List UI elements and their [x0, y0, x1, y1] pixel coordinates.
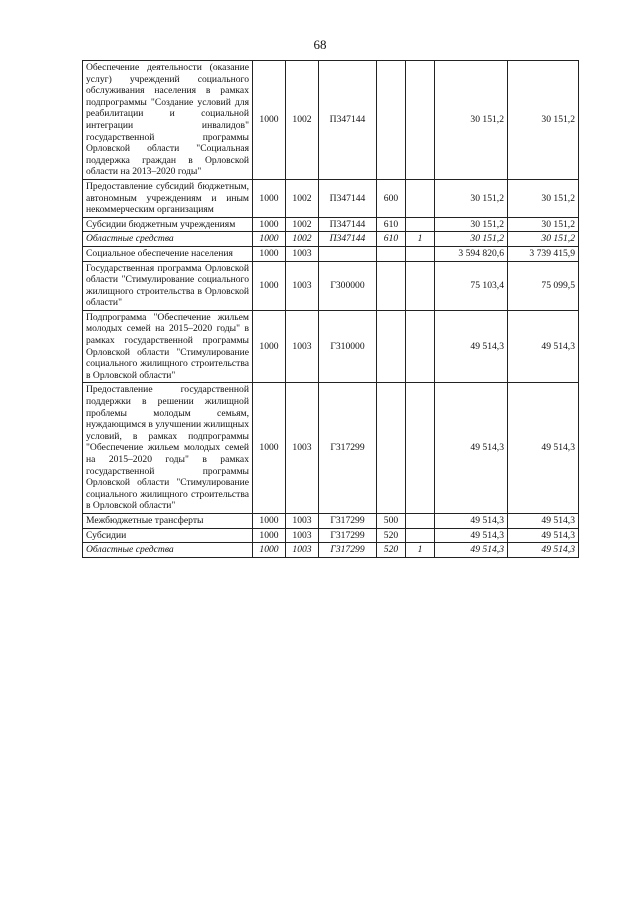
amount-year1-cell: 3 594 820,6: [435, 246, 508, 261]
row-name-cell: Областные средства: [83, 232, 253, 247]
section-code-cell: 1000: [253, 61, 286, 180]
expense-type-cell: 520: [377, 528, 406, 543]
expense-type-cell: 610: [377, 217, 406, 232]
target-article-cell: Г317299: [319, 528, 377, 543]
budget-table: [82, 60, 579, 558]
row-name-cell: Подпрограмма "Обеспечение жильем молодых семей на 2015–2020 годы" в рамках государственной программы Орловской области "Стимулирование социального жилищного строительства в Орловской области": [83, 310, 253, 383]
amount-year1-cell: 49 514,3: [435, 383, 508, 514]
fund-source-cell: [406, 383, 435, 514]
amount-year2-cell: 75 099,5: [508, 261, 579, 310]
amount-year1-cell: 75 103,4: [435, 261, 508, 310]
table-row: [83, 179, 579, 217]
row-name-cell: Областные средства: [83, 543, 253, 558]
table-row: [83, 61, 579, 180]
target-article-cell: Г317299: [319, 383, 377, 514]
table-row: [83, 310, 579, 383]
subsection-code-cell: 1003: [286, 310, 319, 383]
amount-year2-cell: 49 514,3: [508, 513, 579, 528]
expense-type-cell: [377, 61, 406, 180]
row-name-cell: Субсидии: [83, 528, 253, 543]
section-code-cell: 1000: [253, 543, 286, 558]
amount-year2-cell: 49 514,3: [508, 543, 579, 558]
amount-year1-cell: 30 151,2: [435, 61, 508, 180]
amount-year1-cell: 30 151,2: [435, 179, 508, 217]
table-row: [83, 383, 579, 514]
row-name-cell: Предоставление государственной поддержки в решении жилищной проблемы молодым семьям, нуждающимся в улучшении жилищных условий, в рамках подпрограммы "Обеспечение жильем молодых семей на 2015–2020 годы" в рамках государственной программы Орловской области "Стимулирование социального жилищного строительства в Орловской области": [83, 383, 253, 514]
amount-year2-cell: 30 151,2: [508, 179, 579, 217]
fund-source-cell: [406, 261, 435, 310]
expense-type-cell: [377, 246, 406, 261]
amount-year2-cell: 30 151,2: [508, 61, 579, 180]
section-code-cell: 1000: [253, 232, 286, 247]
subsection-code-cell: 1002: [286, 61, 319, 180]
table-row: [83, 513, 579, 528]
expense-type-cell: [377, 383, 406, 514]
amount-year2-cell: 3 739 415,9: [508, 246, 579, 261]
table-row: [83, 232, 579, 247]
amount-year1-cell: 49 514,3: [435, 310, 508, 383]
page-number: 68: [313, 37, 327, 52]
expense-type-cell: 610: [377, 232, 406, 247]
fund-source-cell: 1: [406, 543, 435, 558]
fund-source-cell: [406, 310, 435, 383]
fund-source-cell: [406, 528, 435, 543]
fund-source-cell: [406, 513, 435, 528]
expense-type-cell: 520: [377, 543, 406, 558]
section-code-cell: 1000: [253, 217, 286, 232]
subsection-code-cell: 1003: [286, 543, 319, 558]
row-name-cell: Предоставление субсидий бюджетным, автономным учреждениям и иным некоммерческим организациям: [83, 179, 253, 217]
section-code-cell: 1000: [253, 246, 286, 261]
section-code-cell: 1000: [253, 528, 286, 543]
table-row: [83, 246, 579, 261]
table-row: [83, 261, 579, 310]
row-name-cell: Государственная программа Орловской области "Стимулирование социального жилищного строительства в Орловской области": [83, 261, 253, 310]
subsection-code-cell: 1002: [286, 232, 319, 247]
amount-year1-cell: 49 514,3: [435, 543, 508, 558]
row-name-cell: Социальное обеспечение населения: [83, 246, 253, 261]
subsection-code-cell: 1003: [286, 383, 319, 514]
amount-year1-cell: 30 151,2: [435, 217, 508, 232]
amount-year2-cell: 49 514,3: [508, 383, 579, 514]
target-article-cell: Г300000: [319, 261, 377, 310]
amount-year1-cell: 49 514,3: [435, 528, 508, 543]
subsection-code-cell: 1002: [286, 217, 319, 232]
section-code-cell: 1000: [253, 261, 286, 310]
amount-year2-cell: 30 151,2: [508, 232, 579, 247]
fund-source-cell: [406, 179, 435, 217]
expense-type-cell: [377, 310, 406, 383]
amount-year1-cell: 49 514,3: [435, 513, 508, 528]
section-code-cell: 1000: [253, 383, 286, 514]
subsection-code-cell: 1003: [286, 261, 319, 310]
subsection-code-cell: 1003: [286, 246, 319, 261]
row-name-cell: Обеспечение деятельности (оказание услуг) учреждений социального обслуживания населения в рамках подпрограммы "Создание условий для реабилитации и социальной интеграции инвалидов" государственной программы Орловской области "Социальная поддержка граждан в Орловской области на 2013–2020 годы": [83, 61, 253, 180]
target-article-cell: Г317299: [319, 513, 377, 528]
table-row: [83, 217, 579, 232]
amount-year2-cell: 49 514,3: [508, 528, 579, 543]
section-code-cell: 1000: [253, 179, 286, 217]
table-row: [83, 528, 579, 543]
amount-year2-cell: 49 514,3: [508, 310, 579, 383]
row-name-cell: Субсидии бюджетным учреждениям: [83, 217, 253, 232]
target-article-cell: П347144: [319, 232, 377, 247]
target-article-cell: П347144: [319, 61, 377, 180]
row-name-cell: Межбюджетные трансферты: [83, 513, 253, 528]
target-article-cell: П347144: [319, 217, 377, 232]
expense-type-cell: 600: [377, 179, 406, 217]
section-code-cell: 1000: [253, 310, 286, 383]
fund-source-cell: [406, 217, 435, 232]
subsection-code-cell: 1003: [286, 528, 319, 543]
expense-type-cell: 500: [377, 513, 406, 528]
table-row: [83, 543, 579, 558]
fund-source-cell: 1: [406, 232, 435, 247]
expense-type-cell: [377, 261, 406, 310]
subsection-code-cell: 1003: [286, 513, 319, 528]
fund-source-cell: [406, 246, 435, 261]
target-article-cell: Г310000: [319, 310, 377, 383]
amount-year1-cell: 30 151,2: [435, 232, 508, 247]
fund-source-cell: [406, 61, 435, 180]
target-article-cell: Г317299: [319, 543, 377, 558]
amount-year2-cell: 30 151,2: [508, 217, 579, 232]
section-code-cell: 1000: [253, 513, 286, 528]
target-article-cell: [319, 246, 377, 261]
target-article-cell: П347144: [319, 179, 377, 217]
subsection-code-cell: 1002: [286, 179, 319, 217]
